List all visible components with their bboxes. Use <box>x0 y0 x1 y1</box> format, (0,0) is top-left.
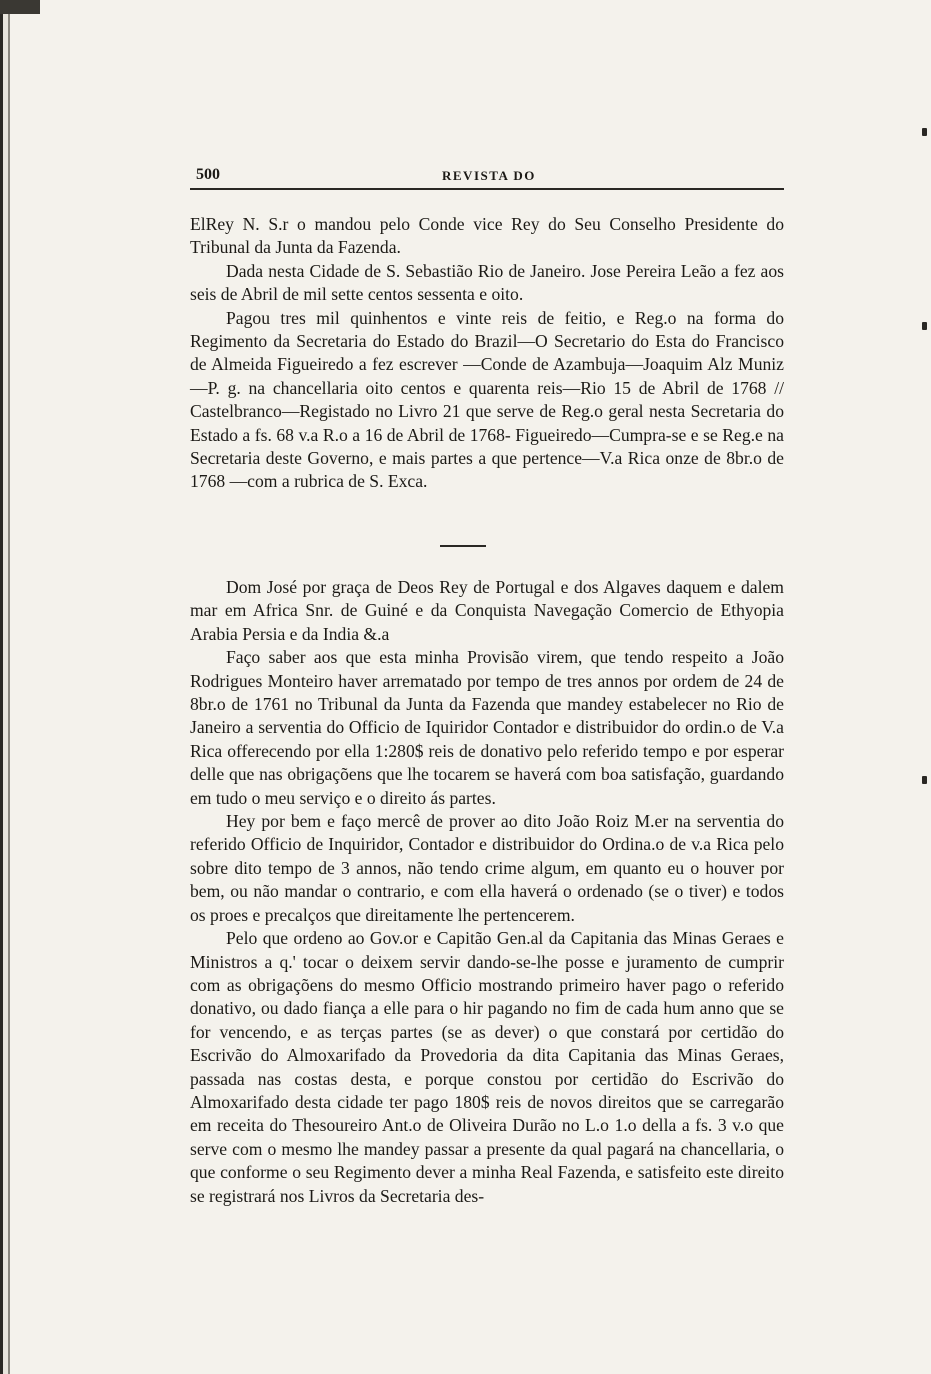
margin-speck <box>922 322 927 330</box>
page-corner-mark <box>0 0 40 14</box>
section-divider <box>440 545 486 547</box>
running-head: REVISTA DO <box>442 168 536 183</box>
paragraph: Pelo que ordeno ao Gov.or e Capitão Gen.al da Capitania das Minas Geraes e Ministros a q.' tocar o deixem servir dando-se-lhe posse e juramento de cumprir com as obrigaçõens do mesmo Officio mostrando primeiro haver pago o referido donativo, ou dado fiança a elle para o hir pagando no fim de cada hum anno que se for vencendo, e as terças partes (se as dever) o que constará por certidão do Escrivão do Almoxarifado da Provedoria da dita Capitania das Minas Geraes, passada nas costas desta, e porque constou por certidão do Escrivão do Almoxarifado desta cidade ter pago 180$ reis de novos direitos que se carregarão em receita do Thesoureiro Ant.o de Oliveira Durão no L.o 1.o della a fs. 3 v.o que serve com o mesmo lhe mandey passar a presente da qual pagará na chancellaria, o que conforme o seu Regimento dever a minha Real Fazenda, e satisfeito este direito se registrará nos Livros da Secretaria des- <box>190 928 784 1206</box>
page-number: 500 <box>196 166 220 183</box>
paragraph: Hey por bem e faço mercê de prover ao dito João Roiz M.er na serventia do referido Officio de Inquiridor, Contador e distribuidor do Ordina.o de v.a Rica pelo sobre dito tempo de 3 annos, não tendo crime algum, em quanto eu o houver por bem, ou não mandar o contrario, e com ella haverá o ordenado (se o tiver) e todos os proes e precalços que direitamente lhe pertencerem. <box>190 811 784 925</box>
paragraph: ElRey N. S.r o mandou pelo Conde vice Rey do Seu Conselho Presidente do Tribunal da Junta da Fazenda. <box>190 214 784 258</box>
section-a <box>190 213 784 494</box>
paragraph: Dom José por graça de Deos Rey de Portugal e dos Algaves daquem e dalem mar em Africa Snr. de Guiné e da Conquista Navegação Comercio de Ethyopia Arabia Persia e da India &.a <box>190 577 784 644</box>
margin-speck <box>922 128 927 136</box>
paragraph: Pagou tres mil quinhentos e vinte reis de feitio, e Reg.o na forma do Regimento da Secretaria do Estado do Brazil—O Secretario do Esta do Francisco de Almeida Figueiredo a fez escrever —Conde de Azambuja—Joaquim Alz Muniz—P. g. na chancellaria oito centos e quarenta reis—Rio 15 de Abril de 1768 // Castelbranco—Registado no Livro 21 que serve de Reg.o geral nesta Secretaria do Estado a fs. 68 v.a R.o a 16 de Abril de 1768- Figueiredo—Cumpra-se e se Reg.e na Secretaria deste Governo, e mais partes a que pertence—V.a Rica onze de 8br.o de 1768 —com a rubrica de S. Exca. <box>190 307 784 492</box>
header-rule <box>190 188 784 190</box>
page-header <box>190 166 782 186</box>
paragraph: Faço saber aos que esta minha Provisão virem, que tendo respeito a João Rodrigues Monteiro haver arrematado por tempo de tres annos por ordem de 24 de 8br.o de 1761 no Tribunal da Junta da Fazenda que mandey estabelecer no Rio de Janeiro a serventia do Officio de Iquiridor Contador e distribuidor do ordin.o de V.a Rica offerecendo por ella 1:280$ reis de donativo pelo referido tempo e por esperar delle que nas obrigaçõens que lhe tocarem se haverá com boa satisfação, guardando em tudo o meu serviço e o direito ás partes. <box>190 647 784 808</box>
section-b <box>190 576 784 1208</box>
margin-speck <box>922 776 927 784</box>
paragraph: Dada nesta Cidade de S. Sebastião Rio de Janeiro. Jose Pereira Leão a fez aos seis de Abril de mil sette centos sessenta e oito. <box>190 260 784 305</box>
page-binding-edge <box>0 0 12 1374</box>
